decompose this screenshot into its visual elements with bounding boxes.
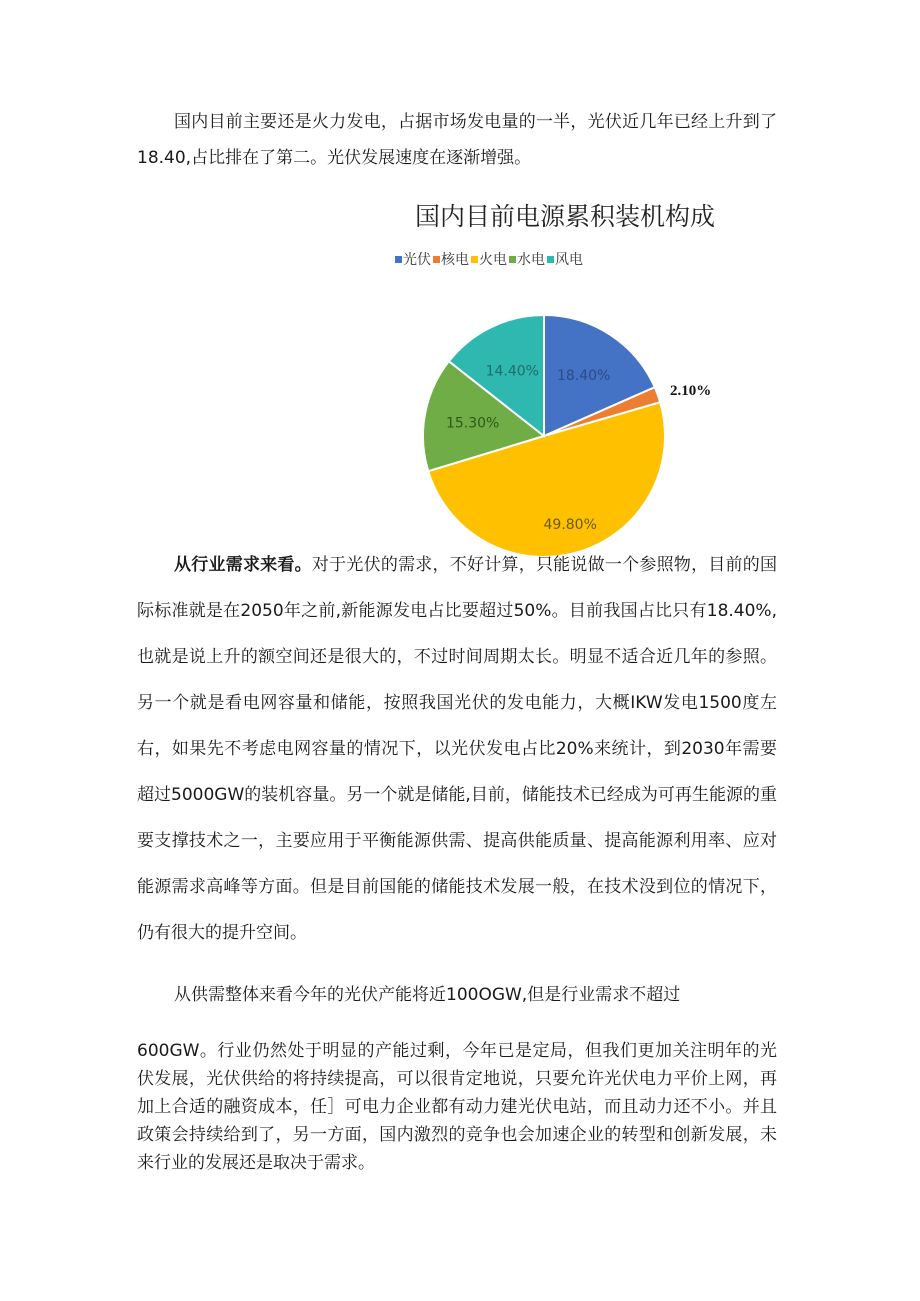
legend-label: 水电 bbox=[517, 252, 545, 268]
legend-label: 风电 bbox=[555, 252, 583, 268]
slice-data-label: 14.40% bbox=[485, 363, 539, 380]
pie-chart-area bbox=[418, 305, 698, 534]
slice-data-label: 18.40% bbox=[556, 368, 611, 385]
supply-paragraph: 600GW。行业仍然处于明显的产能过剩，今年已是定局，但我们更加关注明年的光伏发展，光伏供给的将持续提高，可以很肯定地说，只要允许光伏电力平价上网，再加上合适的融资成本，任］可电力企业都有动力建光伏电站，而且动力还不小。并且政策会持续给到了，另一方面，国内激烈的竞争也会加速企业的转型和创新发展，未来行业的发展还是取决于需求。 bbox=[137, 1041, 777, 1173]
demand-paragraph bbox=[137, 542, 777, 956]
demand-body: 对于光伏的需求，不好计算，只能说做一个参照物，目前的国际标准就是在2050年之前,新能源发电占比要超过50%。目前我国占比只有18.40%,也就是说上升的额空间还是很大的，不过时间周期太长。明显不适合近几年的参照。另一个就是看电网容量和储能，按照我国光伏的发电能力，大概IKW发电1500度左右，如果先不考虑电网容量的情况下，以光伏发电占比20%来统计，到2030年需要超过5000GW的装机容量。另一个就是储能,目前，储能技术已经成为可再生能源的重要支撑技术之一，主要应用于平衡能源供需、提高供能质量、提高能源利用率、应对能源需求高峰等方面。但是目前国能的储能技术发展一般，在技术没到位的情况下，仍有很大的提升空间。 bbox=[137, 555, 778, 943]
legend-swatch bbox=[433, 256, 440, 263]
legend-item bbox=[433, 249, 469, 269]
slice-data-label: 15.30% bbox=[445, 415, 500, 432]
supply-paragraph-line: 从供需整体来看今年的光伏产能将近100OGW,但是行业需求不超过 bbox=[174, 985, 681, 1005]
chart-legend bbox=[395, 247, 635, 268]
pie-chart bbox=[418, 305, 698, 534]
legend-item bbox=[395, 249, 431, 269]
legend-label: 光伏 bbox=[403, 252, 431, 268]
chart-title: 国内目前电源累积装机构成 bbox=[414, 202, 715, 231]
slice-label-nuclear: 2.10% bbox=[670, 383, 712, 399]
legend-swatch bbox=[395, 256, 402, 263]
section-lead: 从行业需求来看。 bbox=[174, 555, 312, 575]
legend-label: 核电 bbox=[441, 252, 469, 268]
legend-items bbox=[395, 249, 635, 269]
legend-item bbox=[547, 249, 583, 269]
legend-swatch bbox=[509, 256, 516, 263]
legend-swatch bbox=[471, 256, 478, 263]
intro-paragraph: 国内目前主要还是火力发电，占据市场发电量的一半，光伏近几年已经上升到了18.40,占比排在了第二。光伏发展速度在逐渐增强。 bbox=[137, 112, 777, 168]
legend-label: 火电 bbox=[479, 252, 507, 268]
legend-swatch bbox=[547, 256, 554, 263]
legend-item bbox=[471, 249, 507, 269]
legend-item bbox=[509, 249, 545, 269]
slice-data-label: 49.80% bbox=[543, 517, 597, 534]
